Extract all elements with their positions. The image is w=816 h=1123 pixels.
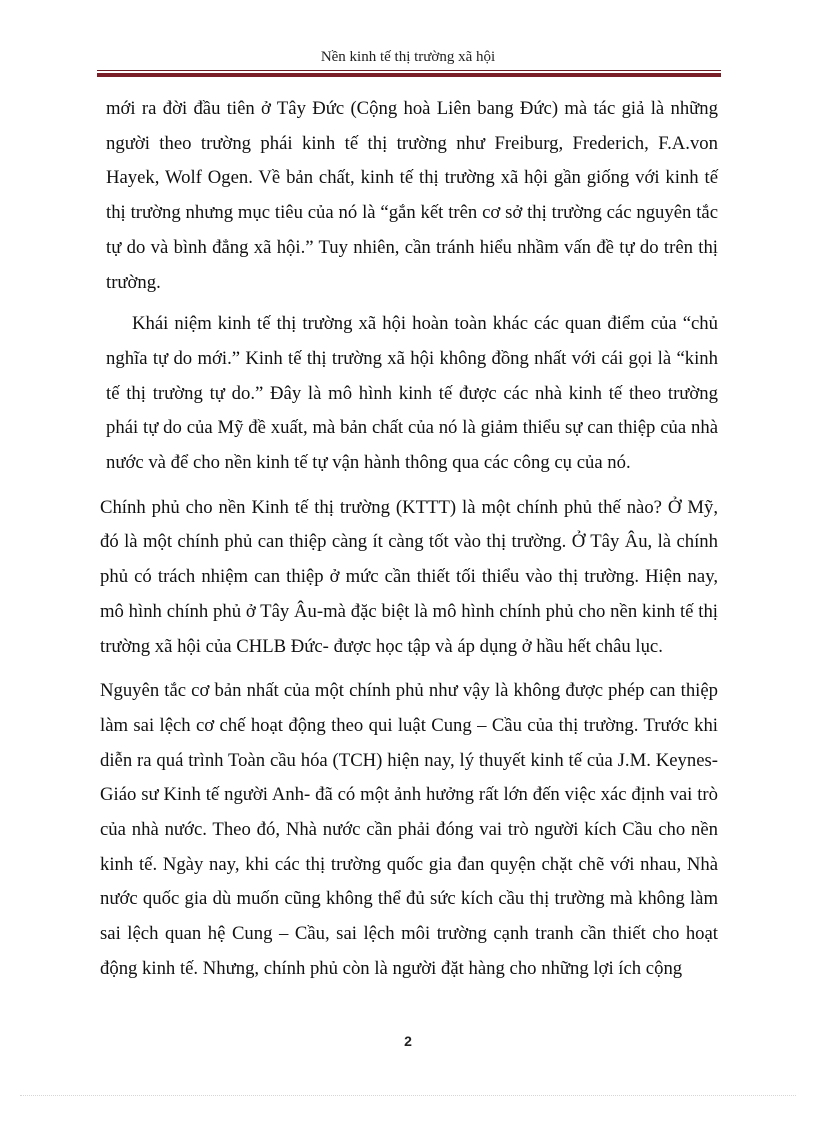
paragraph-2: Khái niệm kinh tế thị trường xã hội hoàn toàn khác các quan điểm của “chủ nghĩa tự do mới.” Kinh tế thị trường xã hội không đồng nhất với cái gọi là “kinh tế thị trường tự do.” Đây là mô hình kinh tế được các nhà kinh tế theo trường phái tự do của Mỹ đề xuất, mà bản chất của nó là giảm thiểu sự can thiệp của nhà nước và để cho nền kinh tế tự vận hành thông qua các công cụ của nó. [106, 313, 718, 474]
paragraph-1: mới ra đời đầu tiên ở Tây Đức (Cộng hoà Liên bang Đức) mà tác giả là những người theo trường phái kinh tế thị trường như Freiburg, Frederich, F.A.von Hayek, Wolf Ogen. Về bản chất, kinh tế thị trường xã hội gần giống với kinh tế thị trường nhưng mục tiêu của nó là “gắn kết trên cơ sở thị trường các nguyên tắc tự do và bình đẳng xã hội.” Tuy nhiên, cần tránh hiểu nhầm vấn đề tự do trên thị trường. [106, 98, 718, 293]
header-rule-thin [97, 70, 721, 71]
paragraph-4: Nguyên tắc cơ bản nhất của một chính phủ như vậy là không được phép can thiệp làm sai lệch cơ chế hoạt động theo qui luật Cung – Cầu của thị trường. Trước khi diễn ra quá trình Toàn cầu hóa (TCH) hiện nay, lý thuyết kinh tế của J.M. Keynes-Giáo sư Kinh tế người Anh- đã có một ảnh hưởng rất lớn đến việc xác định vai trò của nhà nước. Theo đó, Nhà nước cần phải đóng vai trò người kích Cầu cho nền kinh tế. Ngày nay, khi các thị trường quốc gia đan quyện chặt chẽ với nhau, Nhà nước quốc gia dù muốn cũng không thể đủ sức kích cầu thị trường mà không làm sai lệch quan hệ Cung – Cầu, sai lệch môi trường cạnh tranh cần thiết cho hoạt động kinh tế. Nhưng, chính phủ còn là người đặt hàng cho những lợi ích cộng [100, 680, 718, 979]
body-text [100, 92, 718, 987]
header-rule-thick [97, 73, 721, 77]
page-number: 2 [404, 1033, 412, 1049]
running-header-title: Nền kinh tế thị trường xã hội [320, 49, 496, 65]
footer-dotted-line [20, 1095, 796, 1096]
paragraph-3: Chính phủ cho nền Kinh tế thị trường (KTTT) là một chính phủ thế nào? Ở Mỹ, đó là một chính phủ can thiệp càng ít càng tốt vào thị trường. Ở Tây Âu, là chính phủ có trách nhiệm can thiệp ở mức cần thiết tối thiểu vào thị trường. Hiện nay, mô hình chính phủ ở Tây Âu-mà đặc biệt là mô hình chính phủ cho nền kinh tế thị trường xã hội của CHLB Đức- được học tập và áp dụng ở hầu hết châu lục. [100, 496, 718, 657]
